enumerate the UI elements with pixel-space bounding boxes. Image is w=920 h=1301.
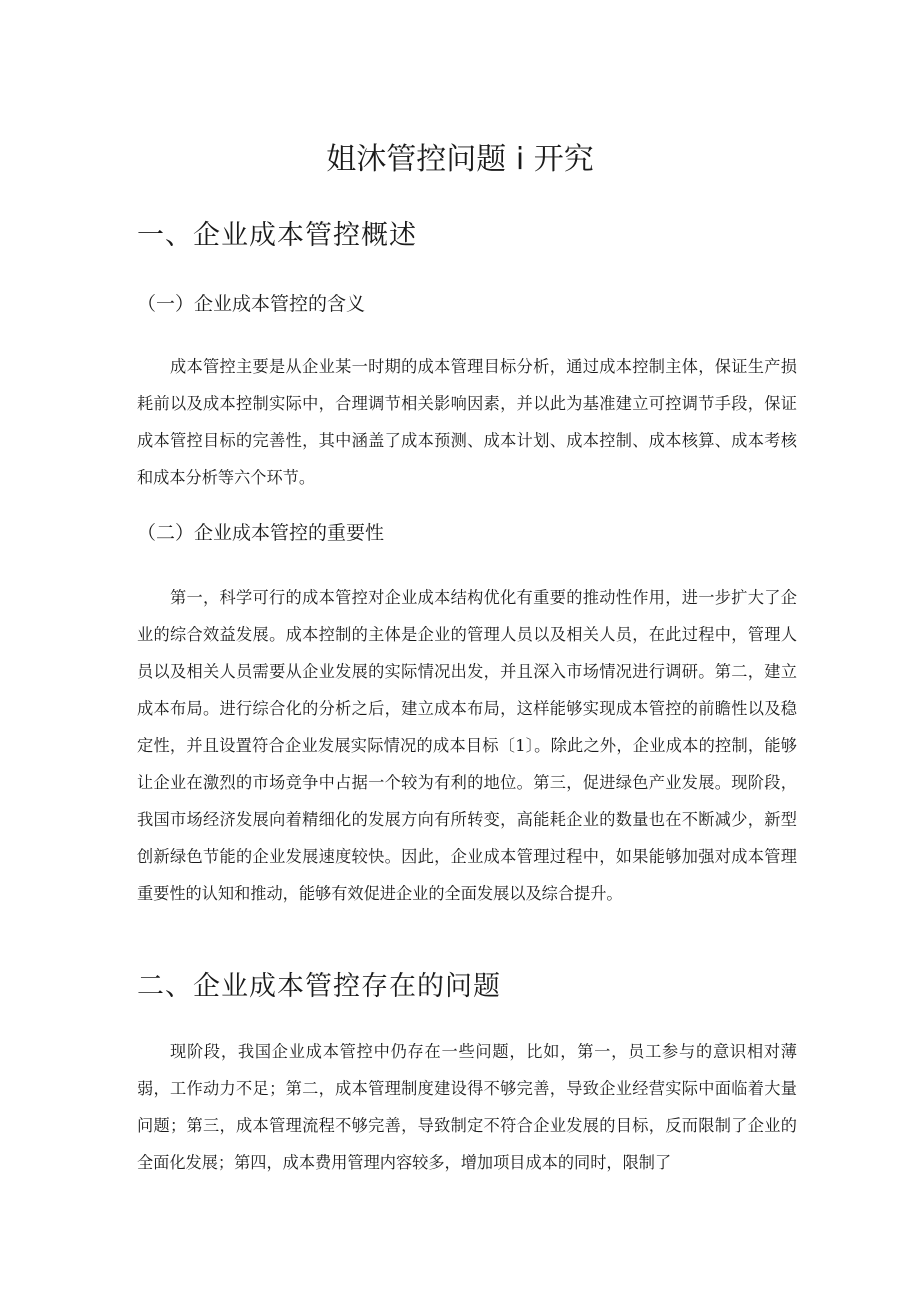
- paragraph-meaning: 成本管控主要是从企业某一时期的成本管理目标分析，通过成本控制主体，保证生产损耗前以及成本控制实际中，合理调节相关影响因素，并以此为基准建立可控调节手段，保证成本管控目标的完善性，其中涵盖了成本预测、成本计划、成本控制、成本核算、成本考核和成本分析等六个环节。: [137, 357, 797, 487]
- section-heading-problems: 二、企业成本管控存在的问题: [137, 971, 501, 1002]
- subsection-heading-importance: （二）企业成本管控的重要性: [137, 522, 385, 544]
- section-heading-overview: 一、企业成本管控概述: [137, 220, 417, 251]
- paragraph-importance: 第一，科学可行的成本管控对企业成本结构优化有重要的推动性作用，进一步扩大了企业的综合效益发展。成本控制的主体是企业的管理人员以及相关人员，在此过程中，管理人员以及相关人员需要从企业发展的实际情况出发，并且深入市场情况进行调研。第二，建立成本布局。进行综合化的分析之后，建立成本布局，这样能够实现成本管控的前瞻性以及稳定性，并且设置符合企业发展实际情况的成本目标〔1〕。除此之外，企业成本的控制，能够让企业在激烈的市场竞争中占据一个较为有利的地位。第三，促进绿色产业发展。现阶段，我国市场经济发展向着精细化的发展方向有所转变，高能耗企业的数量也在不断减少，新型创新绿色节能的企业发展速度较快。因此，企业成本管理过程中，如果能够加强对成本管理重要性的认知和推动，能够有效促进企业的全面发展以及综合提升。: [137, 588, 797, 903]
- document-title: 姐沐管控问题 i 开究: [326, 142, 594, 177]
- subsection-heading-meaning: （一）企业成本管控的含义: [137, 293, 366, 315]
- paragraph-problems: 现阶段，我国企业成本管控中仍存在一些问题，比如，第一，员工参与的意识相对薄弱，工作动力不足；第二，成本管理制度建设得不够完善，导致企业经营实际中面临着大量问题；第三，成本管理流程不够完善，导致制定不符合企业发展的目标，反而限制了企业的全面化发展；第四，成本费用管理内容较多，增加项目成本的同时，限制了: [137, 1042, 797, 1172]
